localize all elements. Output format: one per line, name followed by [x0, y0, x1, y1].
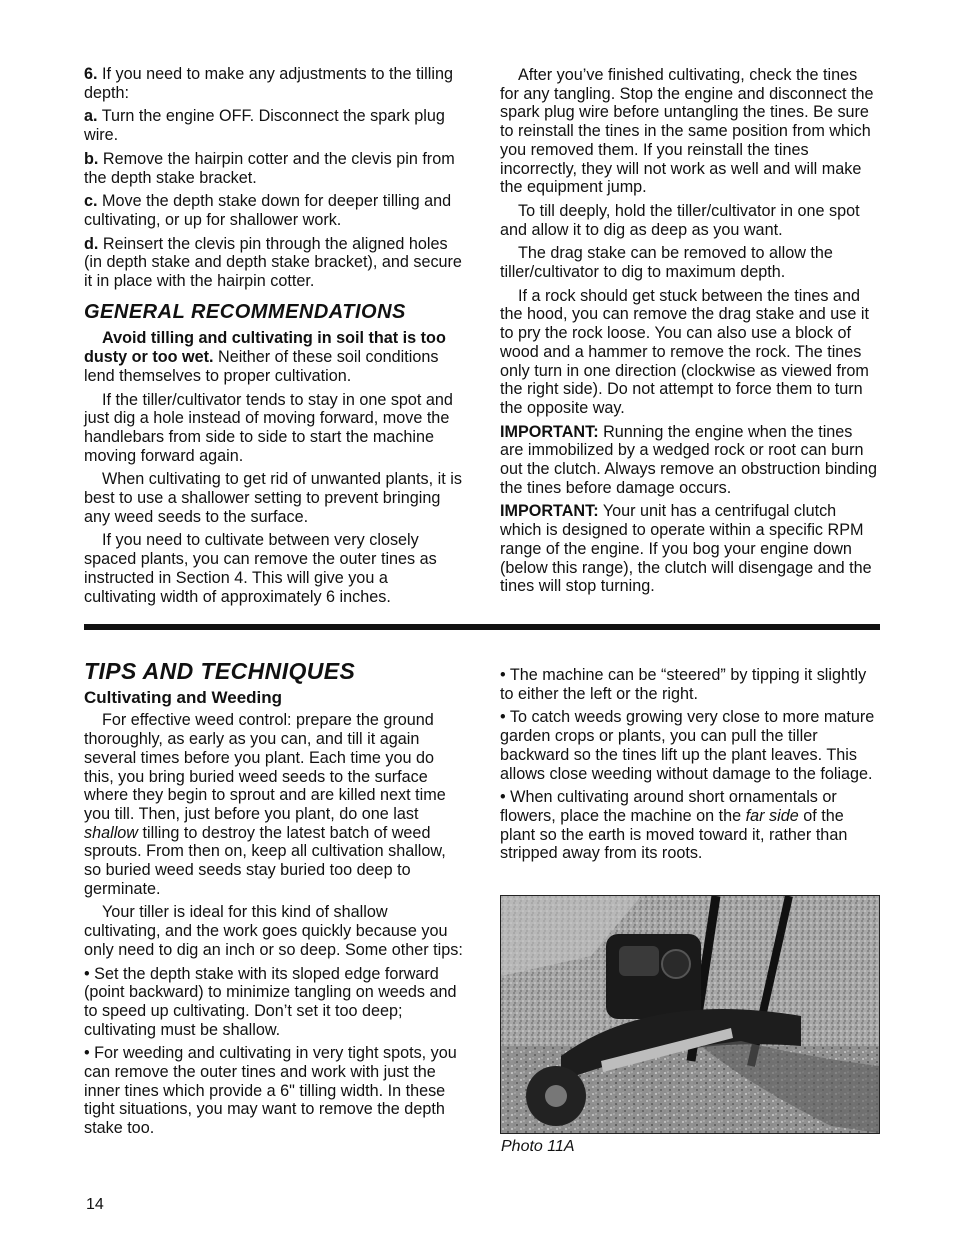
- tip-far-side-text-a: • When cultivating around short ornamentals or flowers, place the machine on the: [500, 788, 837, 825]
- step-a-letter: a.: [84, 107, 98, 126]
- important-label-1: IMPORTANT:: [500, 422, 599, 441]
- general-rec-paragraph-1: [84, 329, 464, 385]
- general-rec-bold-lead: Avoid tilling and cultivating in soil that is too dusty or too wet.: [84, 329, 446, 367]
- weed-control-text-b: tilling to destroy the latest batch of weed sprouts. From then on, keep all cultivation shallow, so buried weed seeds stay buried too deep to germinate.: [84, 823, 446, 898]
- step-a: [84, 107, 464, 144]
- weed-control-emphasis: shallow: [84, 823, 138, 842]
- tip-far-side: [500, 788, 880, 863]
- step-c: [84, 192, 464, 229]
- tip-far-side-text-b: of the plant so the earth is moved toward it, rather than stripped away from its roots.: [500, 806, 848, 863]
- weed-control-text-a: For effective weed control: prepare the ground thoroughly, as early as you can, and till it again several times before you plant. Each time you do this, you bring buried weed seeds to the surface where they begin to sprout and are killed next time you till. Then, just before you plant, do one last: [84, 711, 446, 823]
- general-rec-p1-rest: Neither of these soil conditions lend themselves to proper cultivation.: [84, 348, 439, 385]
- tip-steering: • The machine can be “steered” by tipping it slightly to either the left or the right.: [500, 666, 867, 703]
- step-c-letter: c.: [84, 192, 98, 211]
- step-b-letter: b.: [84, 149, 99, 168]
- general-recommendations-heading: GENERAL RECOMMENDATIONS: [84, 300, 406, 323]
- tiller-photo-illustration: [501, 896, 879, 1133]
- tiller-photo: [500, 895, 880, 1134]
- step-a-text: Turn the engine OFF. Disconnect the spark plug wire.: [84, 107, 445, 145]
- step-d-text: Reinsert the clevis pin through the aligned holes (in depth stake and depth stake bracket), and secure it in place with the hairpin cotter.: [84, 234, 462, 291]
- step-c-text: Move the depth stake down for deeper tilling and cultivating, or up for shallower work.: [84, 192, 452, 229]
- step-b: [84, 150, 464, 187]
- engine-detail: [619, 946, 659, 976]
- step-d: [84, 235, 464, 291]
- important-note-1: [500, 423, 880, 498]
- bottom-right-column: [500, 666, 880, 868]
- important-note-2: [500, 502, 880, 596]
- section-divider-rule: [84, 624, 880, 630]
- weed-control-paragraph: [84, 711, 464, 898]
- engine-cap: [662, 950, 690, 978]
- important-text-1: Running the engine when the tines are immobilized by a wedged rock or root can burn out the clutch. Always remove an obstruction binding the tines before damage occurs.: [500, 422, 878, 497]
- top-right-column: [500, 66, 880, 601]
- drag-stake-paragraph: The drag stake can be removed to allow the tiller/cultivator to dig to maximum depth.: [500, 244, 833, 282]
- tip-depth-stake: • Set the depth stake with its sloped edge forward (point backward) to minimize tangling on weeds and to speed up cultivating. Don’t set it too deep; cultivating must be shallow.: [84, 964, 457, 1039]
- tip-tight-spots: • For weeding and cultivating in very tight spots, you can remove the outer tines and work with just the inner tines which provide a 6" tilling width. In these tight situations, you may want to remove the depth stake too.: [84, 1044, 457, 1138]
- cultivating-weeding-subheading: Cultivating and Weeding: [84, 687, 283, 707]
- step-6: [84, 65, 464, 102]
- step-6-text: If you need to make any adjustments to the tilling depth:: [84, 65, 453, 102]
- general-rec-paragraph-3: When cultivating to get rid of unwanted plants, it is best to use a shallower setting to prevent bringing any weed seeds to the surface.: [84, 470, 462, 526]
- general-rec-paragraph-2: If the tiller/cultivator tends to stay in one spot and just dig a hole instead of moving forward, move the handlebars from side to side to start the machine moving forward again.: [84, 390, 453, 465]
- bottom-left-column: [84, 658, 464, 1143]
- top-left-column: [84, 65, 464, 611]
- step-b-text: Remove the hairpin cotter and the clevis pin from the depth stake bracket.: [84, 149, 455, 187]
- till-deeply-paragraph: To till deeply, hold the tiller/cultivator in one spot and allow it to dig as deep as you want.: [500, 201, 860, 239]
- page-number: 14: [86, 1196, 104, 1213]
- tip-pull-backward: • To catch weeds growing very close to more mature garden crops or plants, you can pull the tiller backward so the tines lift up the plant leaves. This allows close weeding without damage to the foliage.: [500, 708, 875, 783]
- step-6-number: 6.: [84, 65, 98, 83]
- photo-caption: Photo 11A: [501, 1138, 575, 1155]
- important-label-2: IMPORTANT:: [500, 502, 599, 521]
- general-rec-paragraph-4: If you need to cultivate between very closely spaced plants, you can remove the outer tines as instructed in Section 4. This will give you a cultivating width of approximately 6 inches.: [84, 531, 437, 606]
- tips-and-techniques-heading: TIPS AND TECHNIQUES: [84, 658, 356, 684]
- rock-stuck-paragraph: If a rock should get stuck between the tines and the hood, you can remove the drag stake and use it to pry the rock loose. You can also use a block of wood and a hammer to remove the rock. The tines only turn in one direction (clockwise as viewed from the right side). Do not attempt to force them to turn the opposite way.: [500, 286, 869, 417]
- tines-check-paragraph: After you’ve finished cultivating, check the tines for any tangling. Stop the engine and disconnect the spark plug wire before untangling the tines. Be sure to reinstall the tines in the same position from which you removed them. If you reinstall the tines incorrectly, they will not work as well and will make the equipment jump.: [500, 66, 874, 197]
- important-text-2: Your unit has a centrifugal clutch which is designed to operate within a specific RPM range of the engine. If you bog your engine down (below this range), the clutch will disengage and the tines will stop turning.: [500, 502, 872, 596]
- wheel-hub: [545, 1085, 567, 1107]
- step-d-letter: d.: [84, 234, 99, 253]
- tip-far-side-emphasis: far side: [745, 806, 799, 825]
- shallow-cultivating-paragraph: Your tiller is ideal for this kind of shallow cultivating, and the work goes quickly because you only need to dig an inch or so deep. Some other tips:: [84, 903, 463, 959]
